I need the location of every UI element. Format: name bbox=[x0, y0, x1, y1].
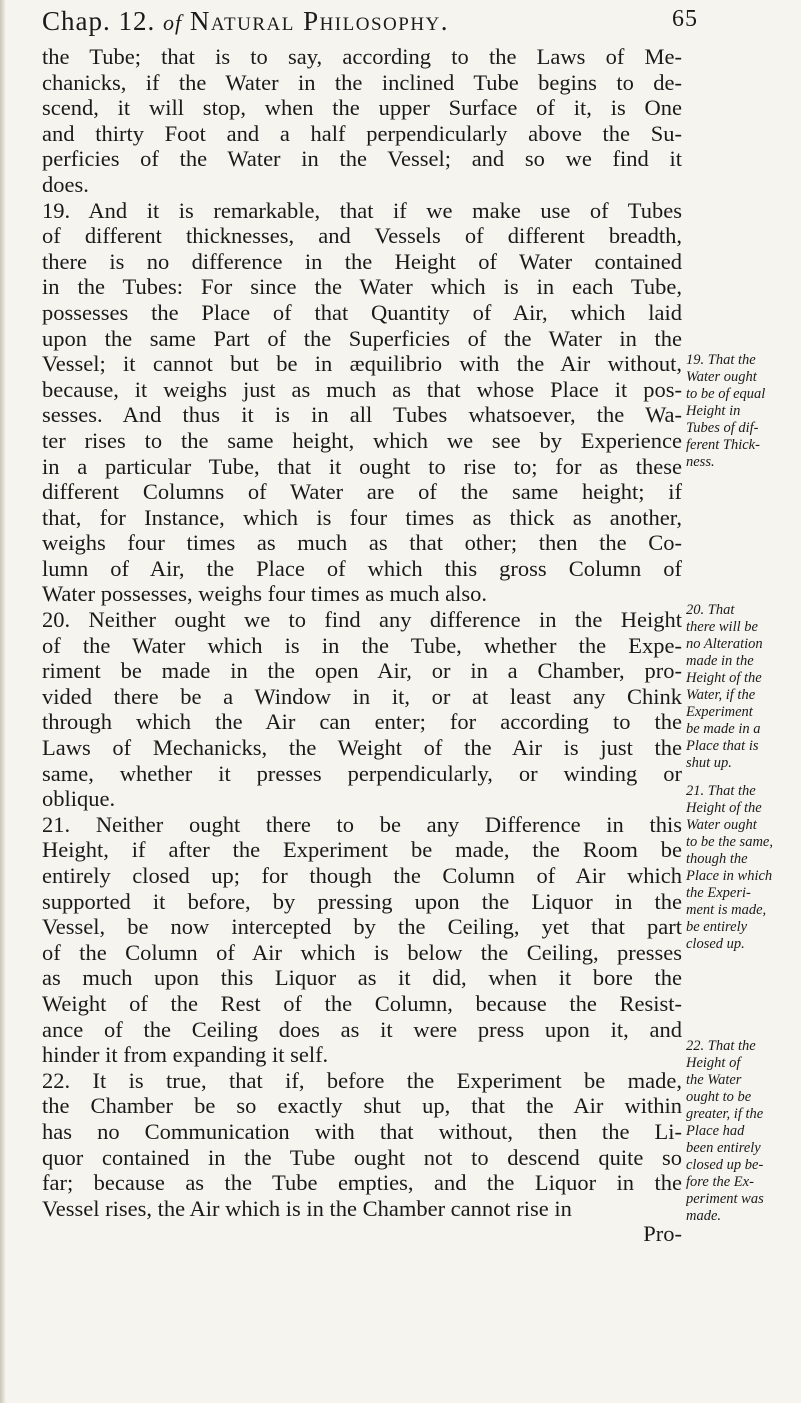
margin-note-line: Height of the bbox=[686, 670, 762, 686]
text-line: sesses. And thus it is in all Tubes whatsoever, the Wa- bbox=[42, 402, 682, 428]
text-line: 21. Neither ought there to be any Difference in this bbox=[42, 811, 682, 837]
header-of: of bbox=[163, 10, 183, 35]
text-line: in a particular Tube, that it ought to rise to; for as these bbox=[42, 453, 682, 479]
margin-note-line: closed up. bbox=[686, 936, 745, 952]
header-chap: Chap. bbox=[42, 6, 111, 36]
margin-note-line: the Experi- bbox=[686, 885, 751, 901]
text-line: Weight of the Rest of the Column, because the Resist- bbox=[42, 990, 682, 1016]
margin-note-line: shut up. bbox=[686, 755, 732, 771]
text-line: and thirty Foot and a half perpendicularly above the Su- bbox=[42, 120, 682, 146]
margin-note-line: Place had bbox=[686, 1123, 745, 1139]
margin-note-line: to be of equal bbox=[686, 386, 766, 402]
margin-note-line: Water ought bbox=[686, 369, 757, 385]
text-line: Laws of Mechanicks, the Weight of the Air is just the bbox=[42, 735, 682, 761]
text-line: because, it weighs just as much as that whose Place it pos- bbox=[42, 376, 682, 402]
text-line: hinder it from expanding it self. bbox=[42, 1042, 329, 1068]
text-line: 19. And it is remarkable, that if we make use of Tubes bbox=[42, 197, 682, 223]
text-line: riment be made in the open Air, or in a Chamber, pro- bbox=[42, 658, 682, 684]
text-line: the Tube; that is to say, according to the Laws of Me- bbox=[42, 44, 682, 69]
text-line: perficies of the Water in the Vessel; and so we find it bbox=[42, 146, 682, 172]
text-line: same, whether it presses perpendicularly, or winding or bbox=[42, 760, 682, 786]
text-line: vided there be a Window in it, or at least any Chink bbox=[42, 683, 682, 709]
text-line: of the Column of Air which is below the Ceiling, presses bbox=[42, 939, 682, 965]
margin-note-line: Water, if the bbox=[686, 687, 756, 703]
margin-note-line: periment was bbox=[686, 1191, 764, 1207]
text-line: Pro- bbox=[643, 1221, 682, 1247]
margin-note-line: made. bbox=[686, 1208, 722, 1224]
text-line: 20. Neither ought we to find any difference in the Height bbox=[42, 607, 682, 633]
text-line: in the Tubes: For since the Water which is in each Tube, bbox=[42, 274, 682, 300]
margin-note-line: Place in which bbox=[686, 868, 773, 884]
text-line: does. bbox=[42, 171, 89, 197]
margin-note-line: Experiment bbox=[686, 704, 753, 720]
header-title: Natural Philosophy. bbox=[189, 6, 450, 36]
text-line: oblique. bbox=[42, 786, 116, 812]
margin-note-line: be made in a bbox=[686, 721, 761, 737]
margin-note-line: be entirely bbox=[686, 919, 748, 935]
running-header bbox=[42, 6, 742, 44]
margin-note-line: been entirely bbox=[686, 1140, 761, 1156]
text-line: chanicks, if the Water in the inclined Tube begins to de- bbox=[42, 69, 682, 95]
margin-note-21 bbox=[686, 783, 798, 953]
body-text bbox=[42, 44, 682, 1247]
margin-note-20 bbox=[686, 602, 798, 772]
margin-note-line: no Alteration bbox=[686, 636, 763, 652]
text-line: upon the same Part of the Superficies of the Water in the bbox=[42, 325, 682, 351]
text-line: 22. It is true, that if, before the Experiment be made, bbox=[42, 1067, 682, 1093]
text-line: quor contained in the Tube ought not to descend quite so bbox=[42, 1144, 682, 1170]
text-line: that, for Instance, which is four times as thick as another, bbox=[42, 504, 682, 530]
margin-note-line: Tubes of dif- bbox=[686, 420, 759, 436]
margin-note-line: fore the Ex- bbox=[686, 1174, 754, 1190]
margin-note-line: 21. That the bbox=[686, 783, 756, 799]
page-binding-shadow bbox=[0, 0, 6, 1403]
text-line: Water possesses, weighs four times as much also. bbox=[42, 581, 487, 607]
margin-note-line: 20. That bbox=[686, 602, 735, 618]
text-line: Height, if after the Experiment be made, the Room be bbox=[42, 837, 682, 863]
margin-note-line: though the bbox=[686, 851, 748, 867]
margin-note-line: ferent Thick- bbox=[686, 437, 760, 453]
page-folio: 65 bbox=[672, 6, 698, 32]
text-line: scend, it will stop, when the upper Surface of it, is One bbox=[42, 95, 682, 121]
margin-note-line: to be the same, bbox=[686, 834, 773, 850]
margin-note-line: there will be bbox=[686, 619, 758, 635]
text-line: Vessel, be now intercepted by the Ceiling, yet that part bbox=[42, 914, 682, 940]
text-line: of different thicknesses, and Vessels of different breadth, bbox=[42, 223, 682, 249]
margin-note-line: ought to be bbox=[686, 1089, 752, 1105]
margin-note-line: Height in bbox=[686, 403, 741, 419]
margin-note-line: Water ought bbox=[686, 817, 757, 833]
margin-note-line: 19. That the bbox=[686, 352, 756, 368]
margin-note-line: Height of the bbox=[686, 800, 762, 816]
margin-note-line: made in the bbox=[686, 653, 754, 669]
text-line: entirely closed up; for though the Column of Air which bbox=[42, 863, 682, 888]
text-line: as much upon this Liquor as it did, when it bore the bbox=[42, 965, 682, 991]
text-line: lumn of Air, the Place of which this gross Column of bbox=[42, 555, 682, 581]
margin-note-line: closed up be- bbox=[686, 1157, 764, 1173]
text-line: ter rises to the same height, which we see by Experience bbox=[42, 427, 682, 453]
margin-note-line: greater, if the bbox=[686, 1106, 764, 1122]
margin-note-19 bbox=[686, 352, 798, 471]
text-line: possesses the Place of that Quantity of Air, which laid bbox=[42, 299, 682, 325]
text-line: different Columns of Water are of the same height; if bbox=[42, 479, 682, 505]
header-chap-number: 12. bbox=[118, 6, 156, 36]
margin-note-line: ment is made, bbox=[686, 902, 767, 918]
margin-note-line: ness. bbox=[686, 454, 715, 470]
text-line: there is no difference in the Height of Water contained bbox=[42, 248, 682, 274]
margin-note-line: Height of bbox=[686, 1055, 741, 1071]
text-line: ance of the Ceiling does as it were press upon it, and bbox=[42, 1016, 682, 1042]
text-line: through which the Air can enter; for according to the bbox=[42, 709, 682, 735]
text-line: has no Communication with that without, then the Li- bbox=[42, 1118, 682, 1144]
margin-note-line: 22. That the bbox=[686, 1038, 756, 1054]
text-line: the Chamber be so exactly shut up, that the Air within bbox=[42, 1093, 682, 1119]
text-line: of the Water which is in the Tube, whether the Expe- bbox=[42, 632, 682, 658]
text-line: supported it before, by pressing upon the Liquor in the bbox=[42, 888, 682, 914]
text-line: far; because as the Tube empties, and the Liquor in the bbox=[42, 1170, 682, 1196]
margin-note-line: the Water bbox=[686, 1072, 742, 1088]
margin-note-line: Place that is bbox=[686, 738, 759, 754]
text-line: Vessel rises, the Air which is in the Chamber cannot rise in bbox=[42, 1195, 572, 1221]
text-line: Vessel; it cannot but be in æquilibrio with the Air without, bbox=[42, 351, 682, 377]
margin-note-22 bbox=[686, 1038, 798, 1225]
text-line: weighs four times as much as that other; then the Co- bbox=[42, 530, 682, 556]
